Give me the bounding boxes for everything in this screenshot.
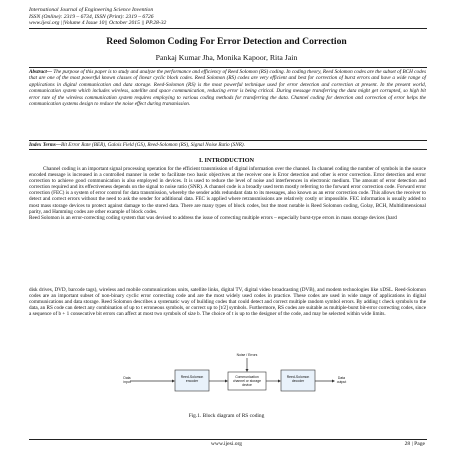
abstract bbox=[29, 69, 426, 107]
page-number: 28 | Page bbox=[404, 441, 425, 447]
paper-title: Reed Solomon Coding For Error Detection and Correction bbox=[106, 36, 347, 47]
index-terms-text: Bit Error Rate (BER), Galois Field (GS), Reed-Solomon (RS), Signal Noise Ratio (SNR). bbox=[60, 142, 245, 148]
paper-authors: Pankaj Kumar Jha, Monika Kapoor, Rita Jain bbox=[155, 53, 298, 62]
footer-divider bbox=[29, 439, 427, 440]
journal-volume: www.ijesi.org ||Volume 4 Issue 10|| October 2015 || PP.28-32 bbox=[29, 20, 167, 27]
channel-decoder-arrowhead bbox=[278, 380, 281, 383]
journal-issn: ISSN (Online): 2319 – 6734, ISSN (Print): 2319 – 6726 bbox=[29, 13, 154, 20]
paragraph: disk drives, DVD, barcode tags), wireless and mobile communications units, satellite links, digital TV, digital video broadcasting (DVB), and modem technologies like xDSL. Reed-Solomon codes are an important subset of non-binary cyclic error correcting code and are the most widely used codes in practice. These codes are used in wide range of applications in digital communications and data storage. Reed Solomon describes a systematic way of building codes that could detect and correct multiple random symbol errors. By adding t check symbols to the data, an RS code can detect any combination of up to t erroneous symbols, or correct up to [t/2] symbols. Furthermore, RS codes are suitable as multiple-burst bit-error correcting codes, since a sequence of b + 1 consecutive bit errors can affect at most two symbols of size b. The choice of t is up to the designer of the code, and may be selected within wide limits. bbox=[29, 287, 426, 318]
encoder-label: Reed-Solomon encoder bbox=[180, 375, 204, 383]
journal-name: International Journal of Engineering Science Invention bbox=[29, 7, 154, 13]
index-terms-label: Index Terms— bbox=[29, 142, 61, 148]
index-terms bbox=[29, 142, 426, 148]
abstract-top-divider bbox=[29, 67, 427, 68]
data-output-label: Data output bbox=[336, 376, 347, 384]
paragraph: Channel coding is an important signal processing operation for the efficient transmission of digital information over the channel. In channel coding the number of symbols in the source encoded message is increased in a controlled manner in order to facilitate two basic objectives at the receiver one is Error detection and other is error correction. Error detection and error correction to achieve good communication is also employed in devices. It is used to reduce the level of noise and interferences in electronic medium. The amount of error detection and correction required and its effectiveness depends on the signal to noise ratio (SNR). A channel code is a broadly used term mostly referring to the forward error correction code. Forward error correction (FEC) is a system of error control for data transmission, whereby the sender adds redundant data to its messages, also known as an error correction code. This allows the receiver to detect and correct errors without the need to ask the sender for additional data. FEC is applied where retransmissions are relatively costly or impossible. FEC information is usually added to most mass storage devices to protect against damage to the stored data. There are many types of block codes, but the most notable is Reed Solomon coding, Golay, BCH, Multidimensional parity, and Hamming codes are other example of block codes. bbox=[29, 166, 426, 215]
abstract-text: The purpose of this paper is to study and analyze the performance and efficiency of Reed Solomon (RS) coding. In coding theory, Reed Solomon codes are the subset of BCH codes that are one of the most powerful known classes of linear cyclic block codes. Reed Solomon (RS) codes are very efficient and best for correction of burst errors and have a wide range of applications in digital communication and data storage. Reed-Solomon (RS) is the most powerful technique used for error detection and correction at present. In the present world, communication system which includes wireless, satellite and space communication, reducing error is being critical. During message transferring the data might get corrupted, so high bit error rate of the wireless communication system requires employing to various coding methods for transferring the data. Channel coding for detection and correction of error helps the communication systems design to reduce the noise effect during transmission. bbox=[29, 69, 426, 108]
decoder-label: Reed-Solomon decoder bbox=[286, 375, 310, 383]
intro-body bbox=[29, 166, 426, 221]
abstract-bottom-divider bbox=[29, 140, 427, 141]
abstract-label: Abstract— bbox=[29, 69, 53, 75]
paragraph: Reed Solomon is an error-correcting coding system that was devised to address the issue of correcting multiple errors – especially burst-type errors in mass storage devices (hard bbox=[29, 214, 397, 221]
intro-body-continued bbox=[29, 287, 426, 317]
noise-label: Noise / Errors bbox=[236, 353, 258, 357]
input-arrowhead bbox=[172, 380, 175, 383]
figure-caption: Fig.1. Block diagram of RS coding bbox=[188, 413, 265, 419]
index-divider bbox=[29, 149, 427, 150]
journal-header bbox=[29, 7, 166, 27]
data-input-label: Data input bbox=[123, 376, 131, 384]
encoder-channel-arrowhead bbox=[225, 380, 228, 383]
channel-label: Communication channel or storage device bbox=[232, 375, 262, 387]
section-heading: I. INTRODUCTION bbox=[198, 157, 254, 164]
header-divider bbox=[29, 28, 427, 29]
noise-arrowhead bbox=[246, 369, 249, 372]
rs-block-diagram bbox=[120, 353, 350, 411]
footer-url: www.ijesi.org bbox=[210, 441, 243, 447]
